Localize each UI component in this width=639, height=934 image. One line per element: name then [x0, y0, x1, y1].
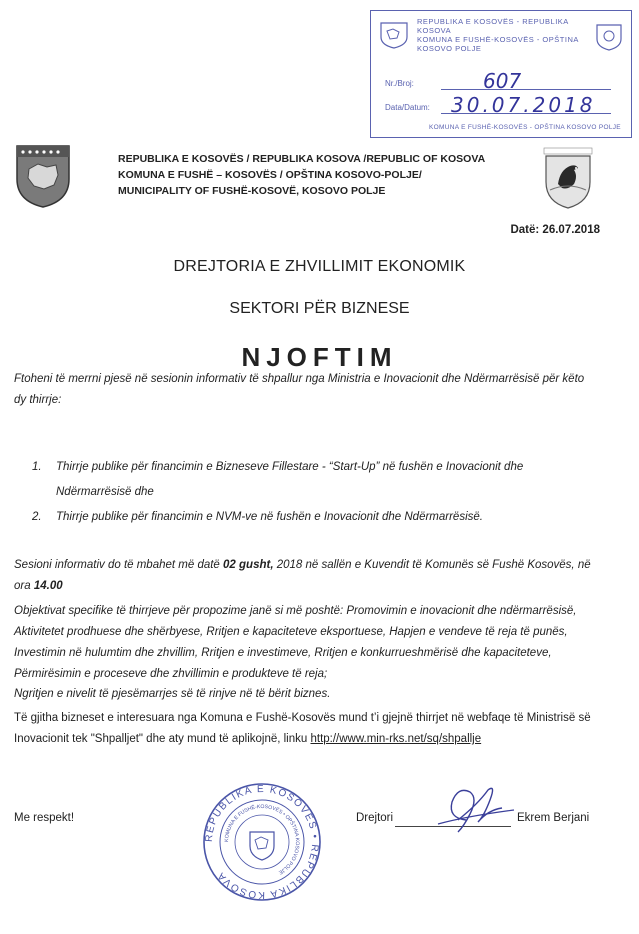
director-label: Drejtori	[356, 812, 394, 824]
session-paragraph	[14, 555, 598, 597]
sector-title: SEKTORI PËR BIZNESE	[229, 300, 410, 317]
document-header	[118, 151, 498, 199]
director-name: Ekrem Berjani	[517, 812, 590, 824]
stamp-number-value: 607	[483, 69, 522, 93]
document-date: Datë: 26.07.2018	[510, 224, 600, 236]
ministry-link[interactable]: http://www.min-rks.net/sq/shpallje	[310, 733, 482, 745]
stamp-date-value: 30.07.2018	[451, 93, 596, 117]
intro-paragraph: Ftoheni të merrni pjesë në sesionin informativ të shpallur nga Ministria e Inovacionit dhe Ndërmarrësisë për këto dy thirrje:	[14, 373, 585, 406]
official-seal-icon	[200, 780, 324, 904]
list-item-number: 2.	[32, 511, 42, 523]
stamp-footer: KOMUNA E FUSHË-KOSOVËS - OPŠTINA KOSOVO POLJE	[429, 124, 621, 131]
youth-paragraph: Ngritjen e nivelit të pjesëmarrjes së të rinjve në të bërit biznes.	[14, 688, 331, 700]
header-line-municipality-en: MUNICIPALITY OF FUSHË-KOSOVË, KOSOVO POLJE	[118, 185, 386, 197]
list-item-text: Thirrje publike për financimin e Bizneseve Fillestare - “Start-Up” në fushën e Inovacionit dhe	[56, 461, 524, 473]
stamp-left-emblem-icon	[377, 19, 411, 49]
session-text: Sesioni informativ do të mbahet më datë	[14, 559, 224, 571]
stamp-header	[417, 17, 587, 53]
municipality-bird-emblem-icon	[538, 146, 598, 210]
notice-title: NJOFTIM	[241, 342, 398, 372]
stamp-header-line: REPUBLIKA E KOSOVËS - REPUBLIKA KOSOVA	[417, 17, 569, 35]
list-item-text: Thirrje publike për financimin e NVM-ve në fushën e Inovacionit dhe Ndërmarrësisë.	[56, 511, 483, 523]
session-time: 14.00	[33, 580, 63, 592]
header-line-republic: REPUBLIKA E KOSOVËS / REPUBLIKA KOSOVA /REPUBLIC OF KOSOVA	[118, 153, 486, 165]
session-date: 02 gusht,	[223, 559, 274, 571]
received-stamp	[370, 10, 632, 138]
stamp-number-line	[441, 89, 611, 90]
link-paragraph	[14, 708, 598, 750]
stamp-date-label: Data/Datum:	[385, 103, 430, 112]
director-signature-icon	[418, 780, 528, 840]
session-text: 2018 në sallën e Kuvendit të Komunës së Fushë Kosovës, në ora	[14, 559, 591, 592]
seal-ring-text: REPUBLIKA E KOSOVËS • REPUBLIKA KOSOVA	[203, 783, 321, 901]
seal-inner-text: KOMUNA E FUSHË-KOSOVËS • OPŠTINA KOSOVO POLJE	[223, 803, 301, 876]
closing-text: Me respekt!	[14, 812, 75, 824]
kosovo-coat-of-arms-icon	[14, 143, 72, 209]
stamp-number-label: Nr./Broj:	[385, 79, 414, 88]
stamp-header-line: KOMUNA E FUSHË-KOSOVËS - OPŠTINA KOSOVO POLJE	[417, 35, 579, 53]
stamp-right-emblem-icon	[593, 21, 625, 51]
header-line-municipality: KOMUNA E FUSHË – KOSOVËS / OPŠTINA KOSOVO-POLJE/	[118, 169, 422, 181]
department-title: DREJTORIA E ZHVILLIMIT EKONOMIK	[173, 258, 466, 275]
list-item-number: 1.	[32, 461, 42, 473]
list-item-text: Ndërmarrësisë dhe	[56, 486, 154, 498]
link-paragraph-text: Të gjitha bizneset e interesuara nga Komuna e Fushë-Kosovës mund t’i gjejnë thirrjet në webfaqe të Ministrisë së Inovacionit tek "Shpalljet" dhe aty mund të aplikojnë, linku	[14, 712, 591, 745]
objectives-paragraph: Objektivat specifike të thirrjeve për propozime janë si më poshtë: Promovimin e inovacionit dhe ndërmarrësisë, Aktivitetet prodhuese dhe shërbyese, Rritjen e kapaciteteve eksportuese, Hapjen e vendeve të reja të punës, Investimin në hulumtim dhe zhvillim, Rritjen e investimeve, Rritjen e konkurrueshmërisë dhe kapaciteteve, Përmirësimin e proceseve dhe zhvillimin e produkteve të reja;	[14, 605, 577, 680]
